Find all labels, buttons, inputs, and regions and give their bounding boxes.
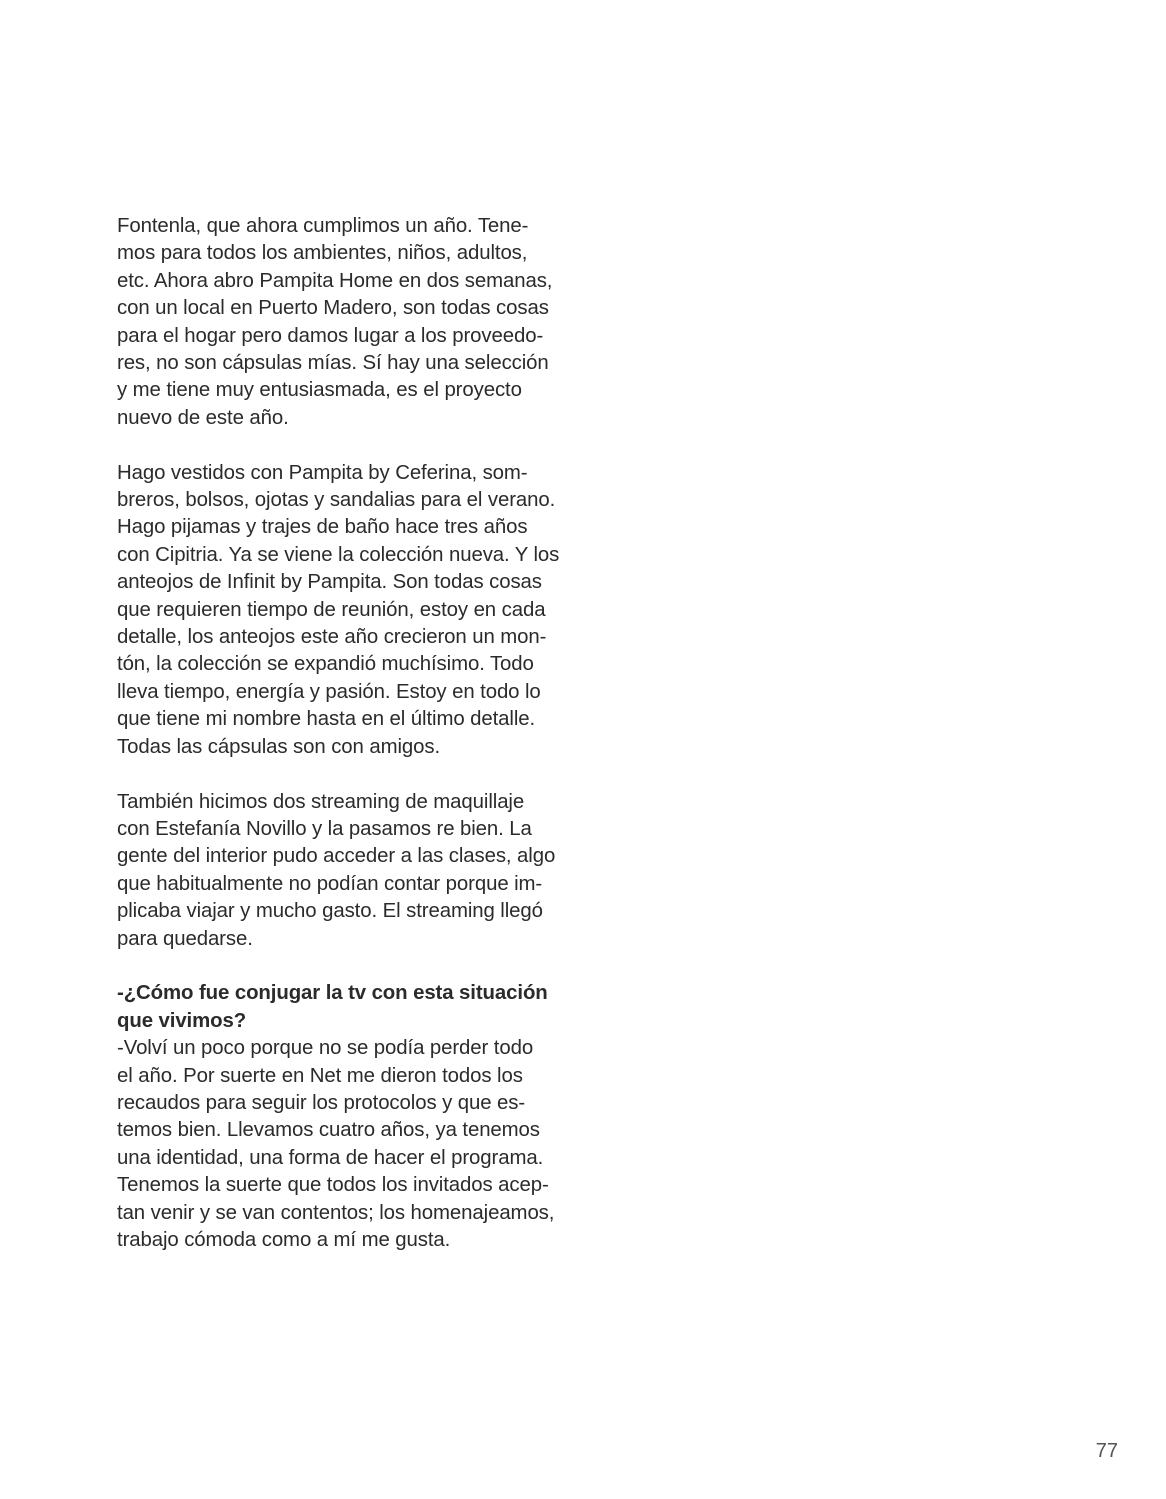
- text-line: gente del interior pudo acceder a las clases, algo: [117, 845, 556, 868]
- text-line: Hago pijamas y trajes de baño hace tres años: [117, 516, 528, 539]
- page-number: 77: [1095, 1440, 1118, 1462]
- text-line: con Estefanía Novillo y la pasamos re bien. La: [117, 817, 532, 840]
- text-line: breros, bolsos, ojotas y sandalias para el verano.: [117, 489, 556, 512]
- answer-line: tan venir y se van contentos; los homenajeamos,: [117, 1201, 555, 1224]
- answer-line: trabajo cómoda como a mí me gusta.: [117, 1228, 451, 1251]
- text-line: Hago vestidos con Pampita by Ceferina, som-: [117, 461, 528, 484]
- text-line: con Cipitria. Ya se viene la colección nueva. Y los: [117, 543, 560, 566]
- text-line: etc. Ahora abro Pampita Home en dos semanas,: [117, 269, 553, 292]
- answer-line: el año. Por suerte en Net me dieron todos los: [117, 1064, 523, 1087]
- text-line: detalle, los anteojos este año crecieron un mon-: [117, 626, 547, 649]
- paragraph-2: [117, 460, 587, 761]
- text-line: res, no son cápsulas mías. Sí hay una selección: [117, 352, 549, 375]
- question-line: que vivimos?: [117, 1009, 247, 1032]
- text-line: que tiene mi nombre hasta en el último detalle.: [117, 708, 536, 731]
- text-line: lleva tiempo, energía y pasión. Estoy en todo lo: [117, 680, 541, 703]
- interview-question: [117, 980, 587, 1035]
- text-line: anteojos de Infinit by Pampita. Son todas cosas: [117, 571, 542, 594]
- answer-line: una identidad, una forma de hacer el programa.: [117, 1146, 544, 1169]
- text-line: que habitualmente no podían contar porque im-: [117, 872, 543, 895]
- answer-line: temos bien. Llevamos cuatro años, ya tenemos: [117, 1119, 540, 1142]
- interview-answer: [117, 1035, 587, 1254]
- text-line: Todas las cápsulas son con amigos.: [117, 735, 441, 758]
- text-line: que requieren tiempo de reunión, estoy en cada: [117, 598, 546, 621]
- question-line: -¿Cómo fue conjugar la tv con esta situación: [117, 982, 548, 1005]
- answer-line: -Volví un poco porque no se podía perder todo: [117, 1037, 534, 1060]
- text-line: tón, la colección se expandió muchísimo. Todo: [117, 653, 534, 676]
- text-line: para quedarse.: [117, 927, 253, 950]
- text-line: con un local en Puerto Madero, son todas cosas: [117, 297, 549, 320]
- text-line: nuevo de este año.: [117, 406, 289, 429]
- paragraph-1: [117, 213, 587, 432]
- text-line: plicaba viajar y mucho gasto. El streaming llegó: [117, 900, 543, 923]
- paragraph-3: [117, 789, 587, 953]
- text-line: y me tiene muy entusiasmada, es el proyecto: [117, 379, 522, 402]
- text-line: También hicimos dos streaming de maquillaje: [117, 790, 525, 813]
- text-line: Fontenla, que ahora cumplimos un año. Tene-: [117, 215, 529, 237]
- article-column: [117, 213, 587, 1254]
- answer-line: Tenemos la suerte que todos los invitados acep-: [117, 1174, 549, 1197]
- answer-line: recaudos para seguir los protocolos y que es-: [117, 1091, 526, 1114]
- text-line: para el hogar pero damos lugar a los proveedo-: [117, 324, 544, 347]
- interview-qa: [117, 980, 587, 1254]
- text-line: mos para todos los ambientes, niños, adultos,: [117, 242, 528, 265]
